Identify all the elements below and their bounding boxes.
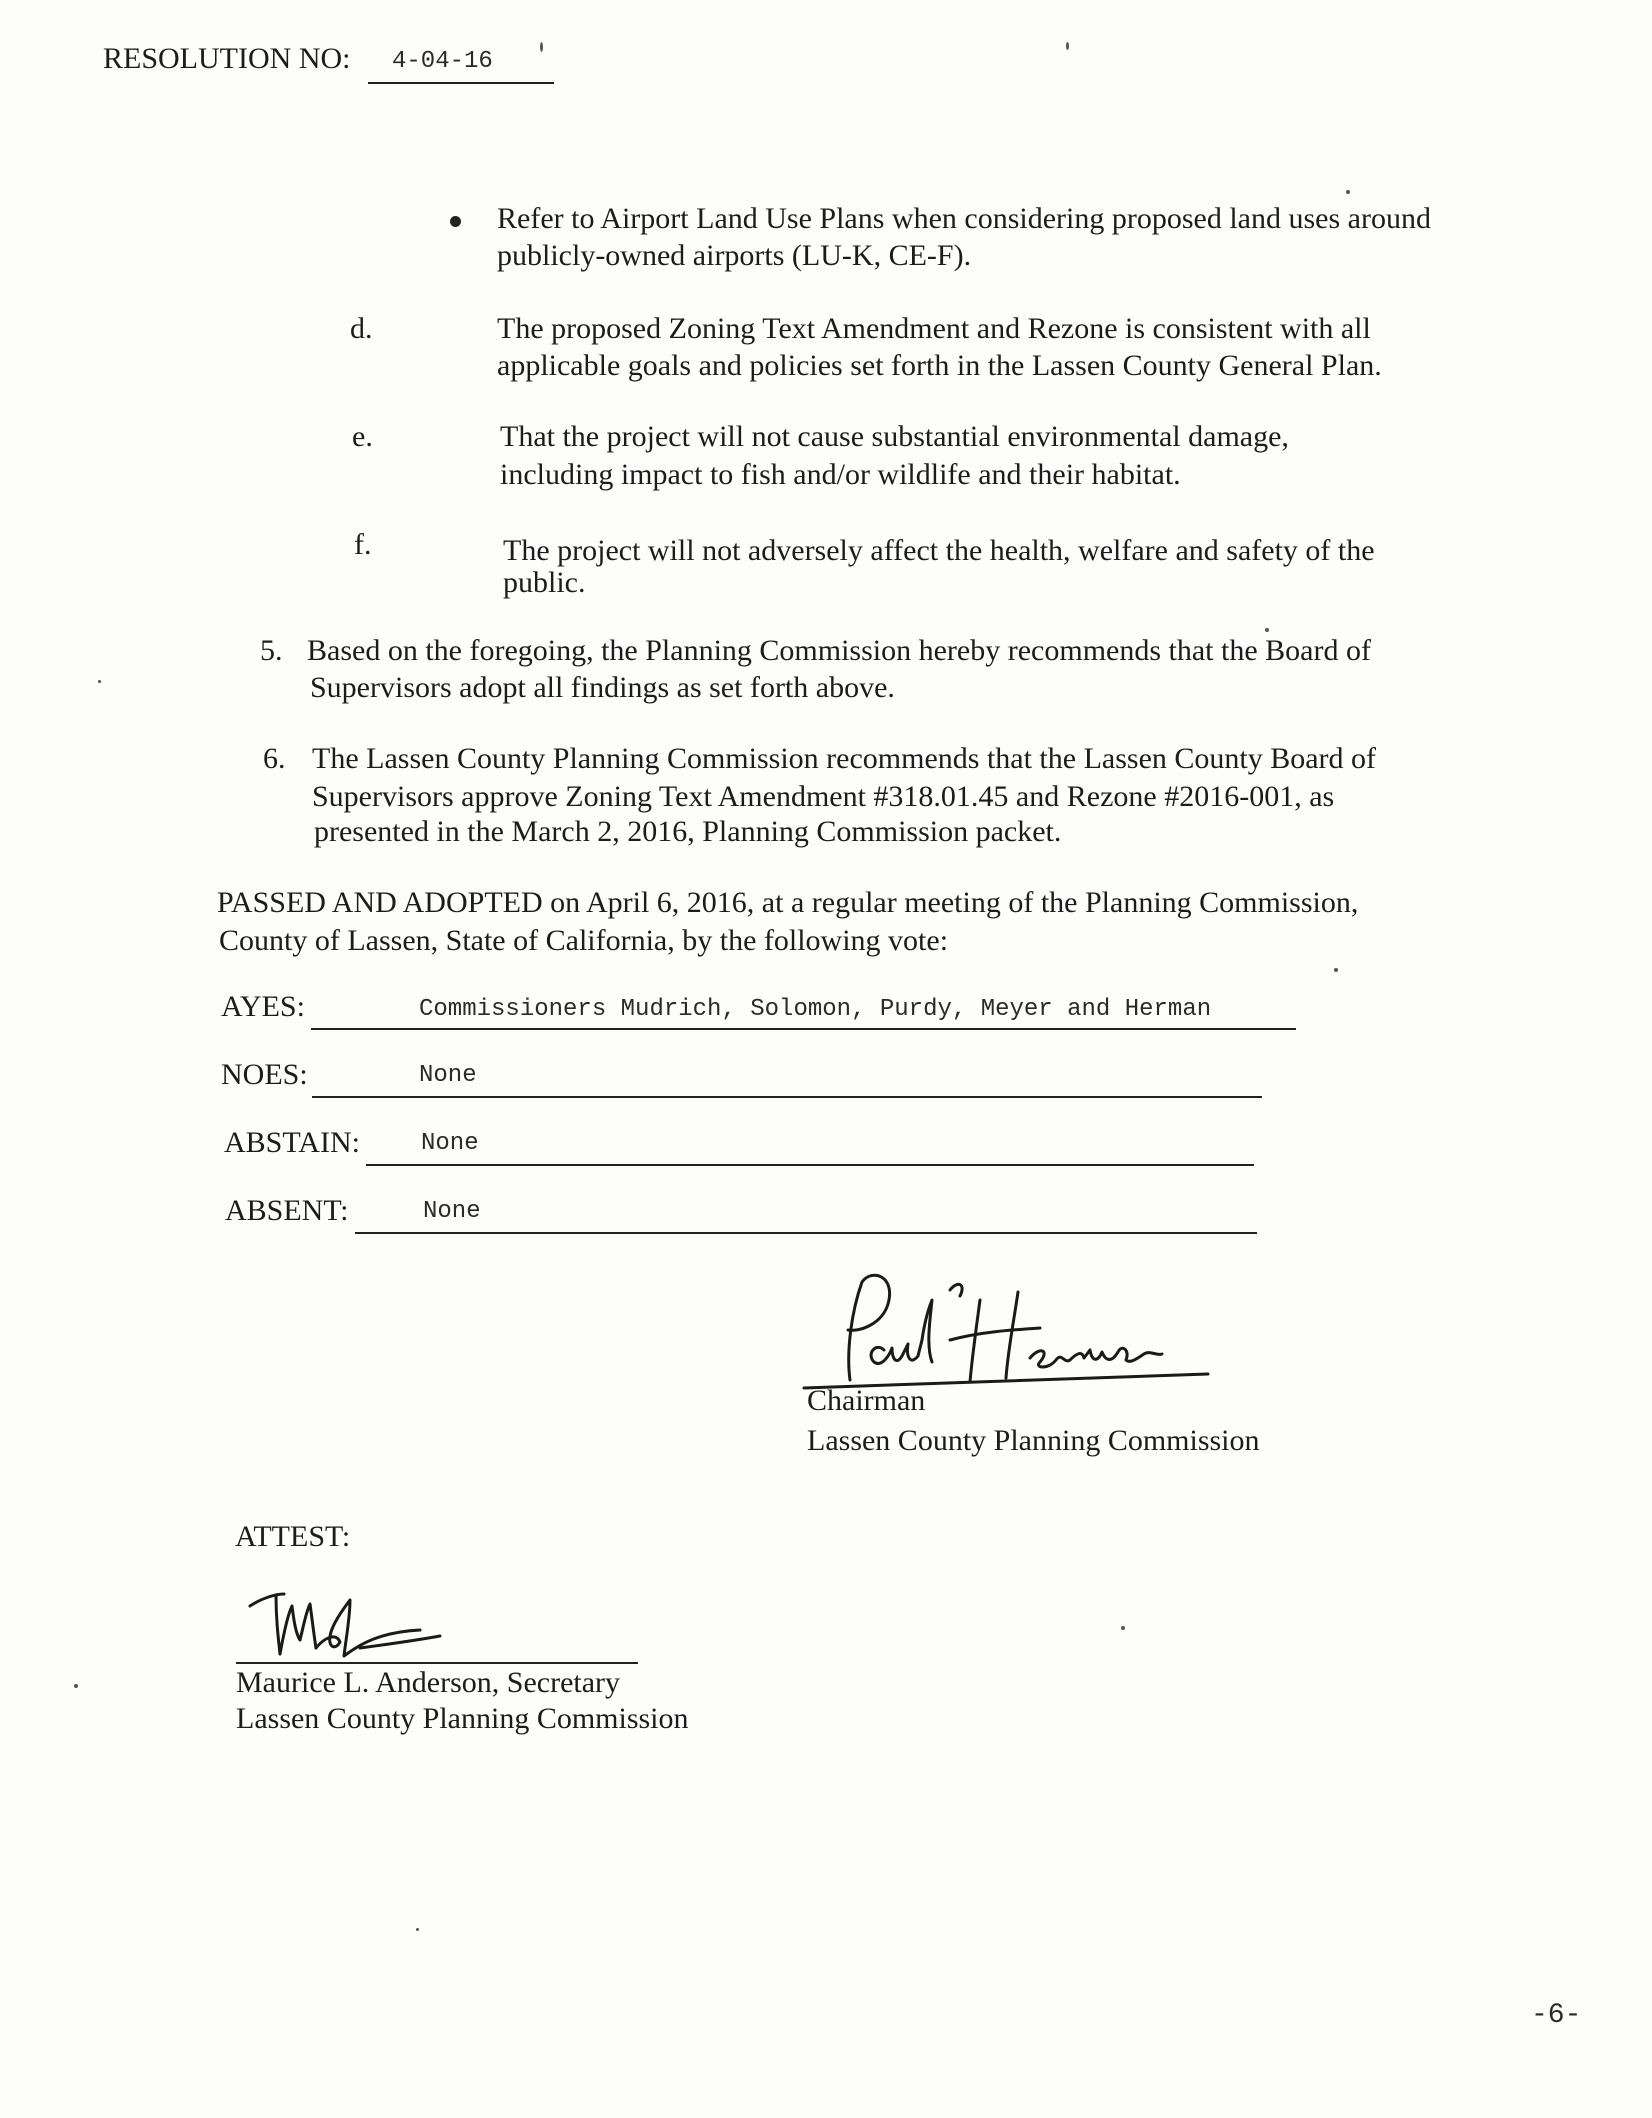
finding-f-letter: f. [354, 528, 372, 561]
attest-line [236, 1662, 638, 1664]
abstain-label: ABSTAIN: [224, 1126, 360, 1159]
item-6-number: 6. [263, 742, 286, 775]
absent-label: ABSENT: [225, 1194, 349, 1227]
ayes-line [311, 1028, 1296, 1030]
scan-speck [1265, 628, 1269, 632]
bullet-dot [450, 216, 461, 227]
chairman-signature [800, 1270, 1220, 1400]
chairman-title: Chairman [807, 1384, 926, 1417]
adoption-line-1: PASSED AND ADOPTED on April 6, 2016, at a regular meeting of the Planning Commission, [217, 886, 1359, 919]
finding-d-line-1: The proposed Zoning Text Amendment and Rezone is consistent with all [497, 312, 1371, 345]
finding-e-line-2: including impact to fish and/or wildlife and their habitat. [500, 458, 1181, 491]
resolution-underline [368, 82, 554, 84]
item-5-line-2: Supervisors adopt all findings as set forth above. [310, 671, 895, 704]
scan-speck [1346, 190, 1350, 194]
item-6-line-2: Supervisors approve Zoning Text Amendment #318.01.45 and Rezone #2016-001, as [312, 780, 1335, 813]
attest-org: Lassen County Planning Commission [236, 1702, 689, 1735]
finding-e-line-1: That the project will not cause substantial environmental damage, [500, 420, 1289, 453]
scan-speck [1066, 42, 1069, 50]
finding-d-letter: d. [350, 312, 373, 345]
finding-f-line-2: public. [503, 566, 586, 599]
finding-e-letter: e. [352, 420, 373, 453]
attest-name: Maurice L. Anderson, Secretary [236, 1666, 621, 1699]
scan-speck [540, 42, 543, 52]
absent-value: None [423, 1198, 481, 1225]
scan-speck [1334, 968, 1338, 972]
resolution-label: RESOLUTION NO: [103, 42, 351, 75]
scan-speck [1121, 1626, 1125, 1630]
attest-label: ATTEST: [235, 1520, 351, 1553]
scan-speck [416, 1928, 419, 1931]
absent-line [355, 1232, 1257, 1234]
item-5-number: 5. [260, 634, 283, 667]
bullet-line-2: publicly-owned airports (LU-K, CE-F). [497, 239, 972, 272]
scan-speck [98, 680, 101, 683]
item-6-line-3: presented in the March 2, 2016, Planning Commission packet. [314, 815, 1062, 848]
noes-label: NOES: [221, 1058, 308, 1091]
secretary-signature [240, 1588, 460, 1668]
page-number: -6- [1531, 2000, 1582, 2031]
ayes-value: Commissioners Mudrich, Solomon, Purdy, Meyer and Herman [419, 996, 1212, 1023]
abstain-value: None [421, 1130, 479, 1157]
chairman-org: Lassen County Planning Commission [807, 1424, 1260, 1457]
finding-d-line-2: applicable goals and policies set forth in the Lassen County General Plan. [497, 349, 1382, 382]
resolution-number: 4-04-16 [392, 48, 493, 75]
noes-line [312, 1096, 1262, 1098]
abstain-line [366, 1164, 1254, 1166]
ayes-label: AYES: [221, 990, 305, 1023]
scan-speck [74, 1684, 78, 1688]
item-6-line-1: The Lassen County Planning Commission recommends that the Lassen County Board of [312, 742, 1377, 775]
item-5-line-1: Based on the foregoing, the Planning Commission hereby recommends that the Board of [307, 634, 1371, 667]
adoption-line-2: County of Lassen, State of California, by the following vote: [219, 924, 949, 957]
noes-value: None [419, 1062, 477, 1089]
finding-f-line-1: The project will not adversely affect the health, welfare and safety of the [503, 534, 1375, 567]
bullet-line-1: Refer to Airport Land Use Plans when considering proposed land uses around [497, 202, 1431, 235]
